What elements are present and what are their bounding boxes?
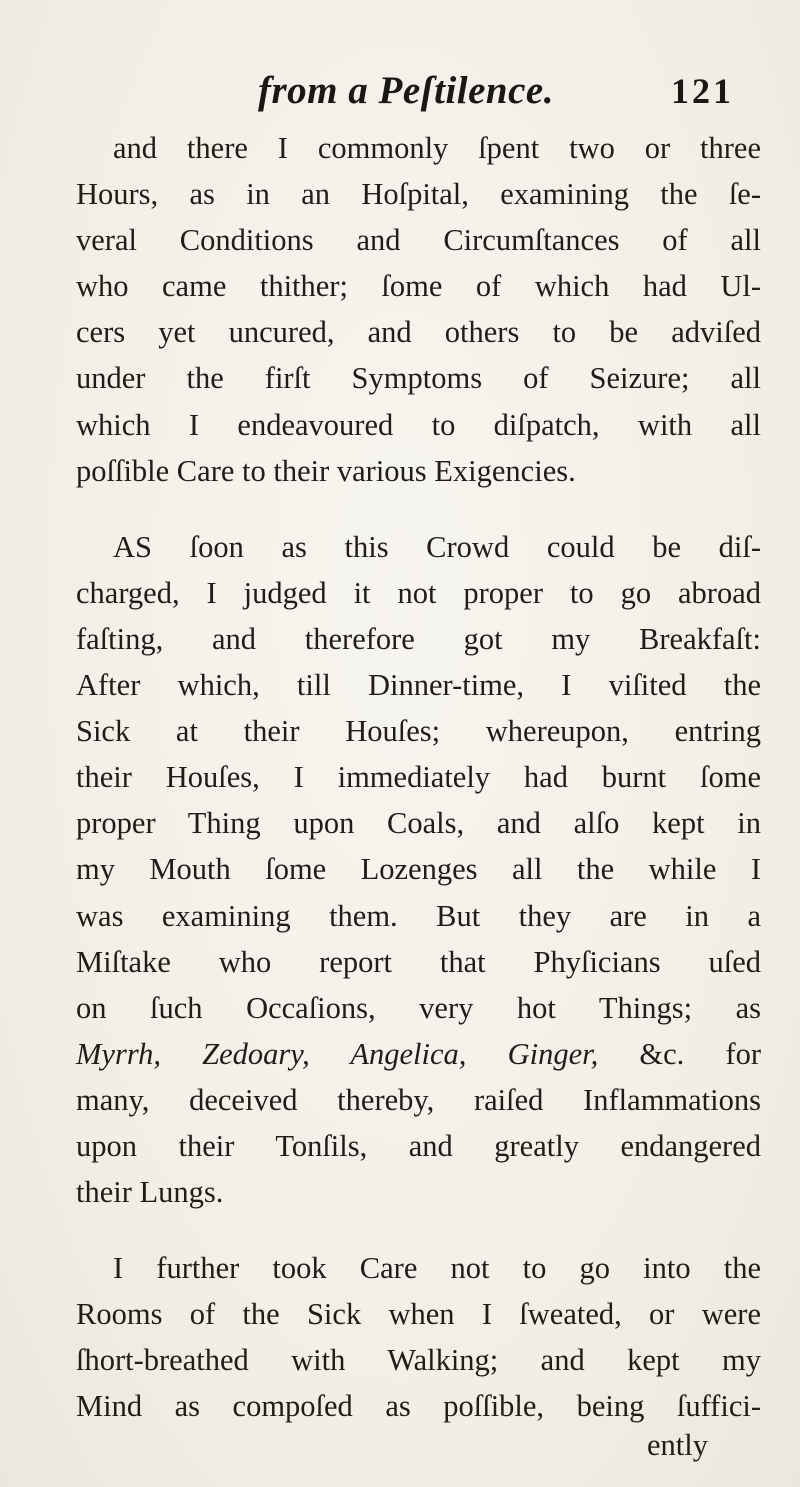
text-line: Rooms of the Sick when I ſweated, or were	[76, 1297, 761, 1332]
text-line: their Lungs.	[76, 1175, 224, 1210]
text-line: who came thither; ſome of which had Ul-	[76, 269, 761, 304]
page-header	[0, 58, 800, 118]
catchword: ently	[647, 1428, 708, 1462]
text-line: on ſuch Occaſions, very hot Things; as	[76, 990, 761, 1025]
text-line: veral Conditions and Circumſtances of all	[76, 223, 761, 258]
text-line: AS ſoon as this Crowd could be diſ-	[113, 529, 761, 564]
running-title: from a Peſtilence.	[258, 69, 554, 112]
text-line: my Mouth ſome Lozenges all the while I	[76, 852, 761, 887]
paragraph	[0, 125, 800, 494]
text-line: many, deceived thereby, raiſed Inflammations	[76, 1082, 761, 1117]
body-text	[0, 125, 800, 1460]
text-line: charged, I judged it not proper to go abroad	[76, 575, 761, 610]
text-line: Sick at their Houſes; whereupon, entring	[76, 714, 761, 749]
text-line: upon their Tonſils, and greatly endangered	[76, 1128, 761, 1163]
text-line: and there I commonly ſpent two or three	[113, 131, 761, 165]
text-line: After which, till Dinner-time, I viſited the	[76, 668, 761, 703]
text-line: which I endeavoured to diſpatch, with all	[76, 407, 761, 442]
paragraph	[0, 1245, 800, 1429]
text-line: was examining them. But they are in a	[76, 898, 761, 933]
text-line: Myrrh, Zedoary, Angelica, Ginger, &c. for	[76, 1036, 762, 1071]
text-line: faſting, and therefore got my Breakfaſt:	[76, 621, 761, 656]
text-line: cers yet uncured, and others to be adviſed	[76, 315, 761, 350]
paragraph	[0, 524, 800, 1215]
text-line: Hours, as in an Hoſpital, examining the ſe-	[76, 177, 761, 212]
text-line: Miſtake who report that Phyſicians uſed	[76, 944, 761, 979]
text-line: Mind as compoſed as poſſible, being ſuffici-	[76, 1389, 761, 1424]
page-number: 121	[671, 71, 734, 111]
text-line: proper Thing upon Coals, and alſo kept in	[76, 806, 761, 841]
text-line: poſſible Care to their various Exigencies.	[76, 453, 576, 488]
text-line: I further took Care not to go into the	[113, 1251, 761, 1286]
text-line: under the firſt Symptoms of Seizure; all	[76, 361, 761, 396]
text-line: their Houſes, I immediately had burnt ſome	[76, 760, 761, 795]
text-line: ſhort-breathed with Walking; and kept my	[76, 1343, 761, 1378]
